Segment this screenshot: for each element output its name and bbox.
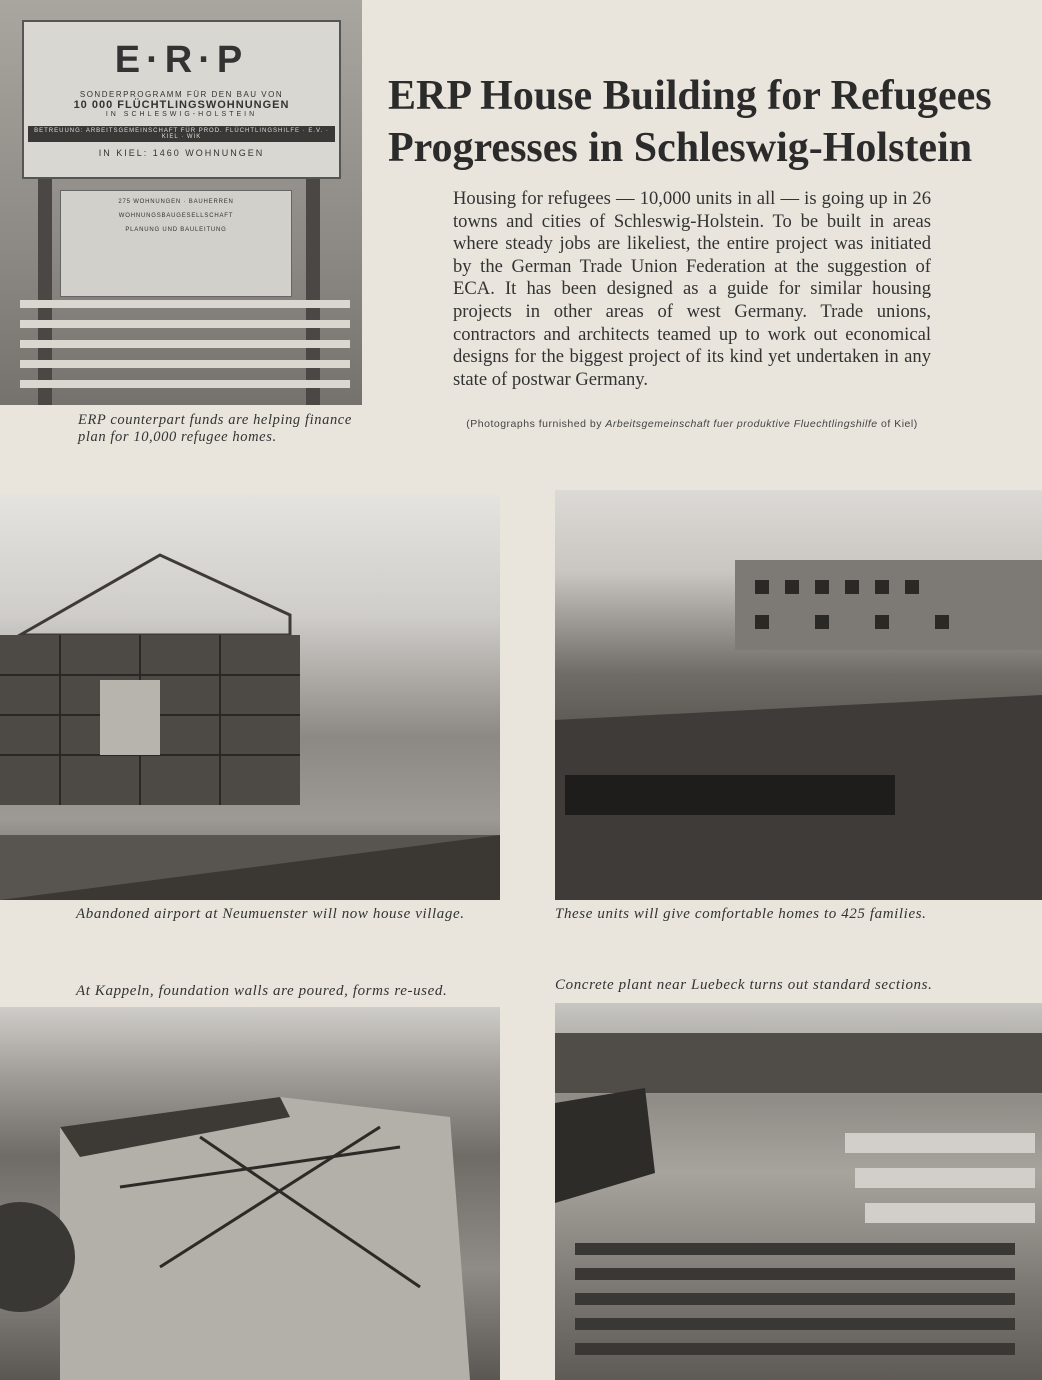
- sign-lower-line-3: PLANUNG UND BAULEITUNG: [125, 227, 227, 233]
- credit-prefix: (Photographs furnished by: [466, 418, 602, 430]
- sign-lower-board: [60, 190, 292, 297]
- sign-line-1: SONDERPROGRAMM FÜR DEN BAU VON: [79, 90, 284, 99]
- erp-sign-board: [22, 20, 341, 179]
- sign-line-4: IN KIEL: 1460 WOHNUNGEN: [98, 148, 265, 158]
- sign-line-3: IN SCHLESWIG-HOLSTEIN: [105, 111, 258, 118]
- title-line-2: Progresses in Schleswig-Holstein: [388, 125, 973, 171]
- sign-band: BETREUUNG: ARBEITSGEMEINSCHAFT FÜR PROD. FLÜCHTLINGSHILFE · E.V. · KIEL · WIK: [28, 126, 335, 142]
- photo-credit: [453, 417, 931, 431]
- intro-paragraph: Housing for refugees — 10,000 units in all — is going up in 26 towns and cities of Schleswig-Holstein. To be built in areas where steady jobs are likeliest, the entire project was initiated by the German Trade Union Federation at the suggestion of ECA. It has been designed as a guide for similar housing projects in other areas of west Germany. Trade unions, contractors and architects teamed up to work out economical designs for the biggest project of its kind yet undertaken in any state of postwar Germany.: [453, 188, 931, 390]
- credit-organization: Arbeitsgemeinschaft fuer produktive Fluechtlingshilfe: [605, 418, 878, 430]
- title-line-1: ERP House Building for Refugees: [388, 73, 992, 119]
- sign-photo: [0, 0, 362, 405]
- caption-sign: ERP counterpart funds are helping finance plan for 10,000 refugee homes.: [78, 412, 352, 445]
- credit-suffix: of Kiel): [881, 418, 918, 430]
- kappeln-foundation-photo: [0, 1007, 500, 1380]
- caption-luebeck: Concrete plant near Luebeck turns out standard sections.: [555, 977, 933, 993]
- airport-construction-photo: [0, 495, 500, 900]
- sign-lower-line-1: 275 WOHNUNGEN · BAUHERREN: [118, 199, 234, 205]
- building-frame-drawing: [0, 495, 500, 900]
- sign-lower-line-2: WOHNUNGSBAUGESELLSCHAFT: [118, 213, 234, 219]
- caption-units: These units will give comfortable homes to 425 families.: [555, 906, 927, 922]
- foundation-drawing: [0, 1007, 500, 1380]
- caption-kappeln: At Kappeln, foundation walls are poured, forms re-used.: [76, 983, 448, 999]
- sign-line-2: 10 000 FLÜCHTLINGSWOHNUNGEN: [73, 99, 290, 111]
- plant-drawing: [555, 1003, 1042, 1380]
- luebeck-concrete-plant-photo: [555, 1003, 1042, 1380]
- caption-airport: Abandoned airport at Neumuenster will now house village.: [76, 906, 465, 922]
- units-drawing: [555, 490, 1042, 900]
- article-title: [388, 70, 998, 174]
- housing-units-photo: [555, 490, 1042, 900]
- erp-logo-text: E·R·P: [114, 39, 249, 81]
